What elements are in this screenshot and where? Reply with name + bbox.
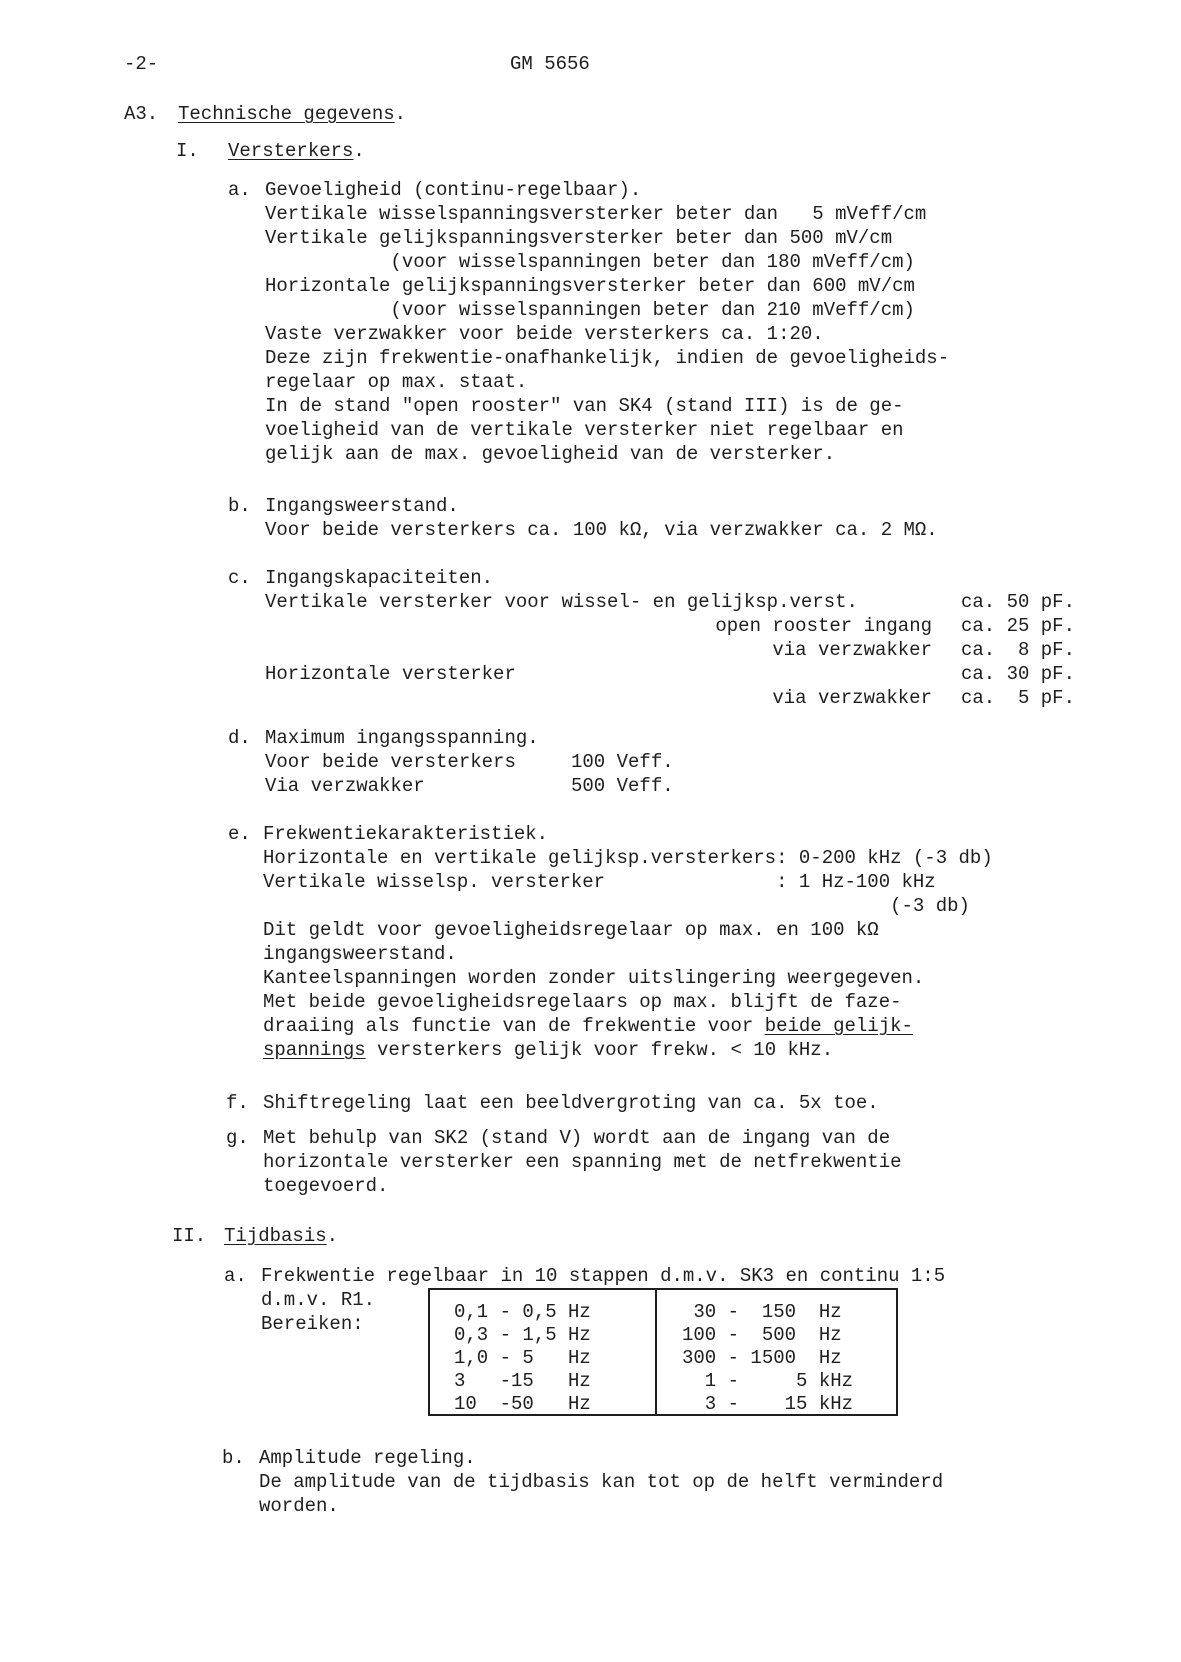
- underlined-text: spannings: [263, 1039, 366, 1061]
- model-number: GM 5656: [510, 53, 590, 75]
- text-line: Horizontale gelijkspanningsversterker beter dan 600 mV/cm: [265, 275, 915, 297]
- text-line: (voor wisselspanningen beter dan 210 mVeff/cm): [265, 299, 915, 321]
- range-cell: 0,1 - 0,5 Hz: [454, 1301, 591, 1323]
- section-title-text: Technische gegevens: [178, 103, 395, 125]
- part1-title: Versterkers.: [228, 140, 365, 162]
- max-voltage-list: [265, 750, 705, 798]
- text-line: voeligheid van de vertikale versterker niet regelbaar en: [265, 419, 904, 441]
- text-line: toegevoerd.: [263, 1175, 389, 1197]
- part1-title-text: Versterkers: [228, 140, 354, 162]
- text-line: Kanteelspanningen worden zonder uitslingering weergegeven.: [263, 967, 925, 989]
- text-line: Met behulp van SK2 (stand V) wordt aan de ingang van de: [263, 1127, 891, 1149]
- text-line: (voor wisselspanningen beter dan 180 mVeff/cm): [265, 251, 915, 273]
- capacitance-label: via verzwakker: [772, 639, 932, 661]
- max-voltage-value: 100 Veff.: [571, 751, 674, 773]
- item-b-body: Voor beide versterkers ca. 100 kΩ, via verzwakker ca. 2 MΩ.: [265, 519, 938, 541]
- capacitance-label: open rooster ingang: [715, 615, 932, 637]
- item-2b-letter: b.: [222, 1447, 245, 1469]
- capacitance-value: ca. 30 pF.: [960, 663, 1075, 685]
- underlined-text: beide gelijk-: [764, 1015, 913, 1037]
- item-e-body: [263, 846, 993, 1062]
- item-a-letter: a.: [228, 179, 251, 201]
- text-line: d.m.v. R1.: [261, 1289, 376, 1311]
- max-voltage-value: 500 Veff.: [571, 775, 674, 797]
- item-f-letter: f.: [226, 1092, 249, 1114]
- text-run: versterkers gelijk voor frekw. < 10 kHz.: [365, 1039, 834, 1061]
- text-line: Horizontale en vertikale gelijksp.versterkers: 0-200 kHz (-3 db): [263, 847, 993, 869]
- table-divider: [655, 1290, 657, 1414]
- text-line: Vaste verzwakker voor beide versterkers ca. 1:20.: [265, 323, 824, 345]
- range-cell: 3 - 15 kHz: [682, 1393, 854, 1415]
- item-c-letter: c.: [228, 567, 251, 589]
- part1-number: I.: [176, 140, 199, 162]
- text-line: [263, 1014, 993, 1038]
- max-voltage-row: [265, 774, 705, 798]
- text-line: [263, 1038, 993, 1062]
- max-voltage-row: [265, 750, 705, 774]
- capacitance-value: ca. 5 pF.: [960, 687, 1075, 709]
- item-b-title: Ingangsweerstand.: [265, 495, 459, 517]
- range-cell: 300 - 1500 Hz: [682, 1347, 842, 1369]
- item-g-body: [263, 1126, 902, 1198]
- text-line: gelijk aan de max. gevoeligheid van de versterker.: [265, 443, 836, 465]
- item-e-title: Frekwentiekarakteristiek.: [263, 823, 549, 845]
- capacitance-row: [265, 638, 1075, 662]
- text-line: Vertikale wisselspanningsversterker beter dan 5 mVeff/cm: [265, 203, 927, 225]
- capacitance-row: [265, 662, 1075, 686]
- part2-title: Tijdbasis.: [224, 1225, 339, 1247]
- ranges-left-column: [454, 1300, 591, 1415]
- item-2b-body: [259, 1470, 943, 1518]
- section-number: A3.: [124, 103, 159, 125]
- section-title: Technische gegevens.: [178, 103, 407, 125]
- item-2b-title: Amplitude regeling.: [259, 1447, 476, 1469]
- capacitance-row: [265, 686, 1075, 710]
- ranges-right-column: [682, 1300, 853, 1415]
- item-c-title: Ingangskapaciteiten.: [265, 567, 494, 589]
- text-line: ingangsweerstand.: [263, 943, 457, 965]
- item-e-letter: e.: [228, 823, 251, 845]
- text-line: Deze zijn frekwentie-onafhankelijk, indien de gevoeligheids-: [265, 347, 950, 369]
- range-cell: 3 -15 Hz: [454, 1370, 591, 1392]
- ranges-table: [428, 1288, 898, 1416]
- text-run: draaiing als functie van de frekwentie voor: [263, 1015, 765, 1037]
- item-d-letter: d.: [228, 727, 251, 749]
- capacitance-label: via verzwakker: [772, 687, 932, 709]
- text-line: regelaar op max. staat.: [265, 371, 528, 393]
- text-line: worden.: [259, 1495, 339, 1517]
- text-line: Vertikale wisselsp. versterker : 1 Hz-100 kHz: [263, 871, 936, 893]
- capacitance-list: [265, 590, 1075, 710]
- text-line: Dit geldt voor gevoeligheidsregelaar op max. en 100 kΩ: [263, 919, 879, 941]
- text-line: De amplitude van de tijdbasis kan tot op de helft verminderd: [259, 1471, 944, 1493]
- capacitance-value: ca. 8 pF.: [960, 639, 1075, 661]
- range-cell: 1,0 - 5 Hz: [454, 1347, 591, 1369]
- range-cell: 100 - 500 Hz: [682, 1324, 842, 1346]
- item-a-title: Gevoeligheid (continu-regelbaar).: [265, 179, 642, 201]
- capacitance-value: ca. 50 pF.: [960, 591, 1075, 613]
- capacitance-label: Vertikale versterker voor wissel- en gelijksp.verst.: [265, 591, 858, 613]
- text-line: Vertikale gelijkspanningsversterker beter dan 500 mV/cm: [265, 227, 893, 249]
- range-cell: 0,3 - 1,5 Hz: [454, 1324, 591, 1346]
- text-line: (-3 db): [263, 895, 970, 917]
- text-line: In de stand "open rooster" van SK4 (stand III) is de ge-: [265, 395, 904, 417]
- ranges-label: Bereiken:: [261, 1313, 364, 1335]
- text-line: Met beide gevoeligheidsregelaars op max. blijft de faze-: [263, 991, 902, 1013]
- max-voltage-label: Voor beide versterkers: [265, 751, 516, 773]
- text-line: Frekwentie regelbaar in 10 stappen d.m.v. SK3 en continu 1:5: [261, 1265, 946, 1287]
- item-b-letter: b.: [228, 495, 251, 517]
- item-d-title: Maximum ingangsspanning.: [265, 727, 539, 749]
- part2-title-text: Tijdbasis: [224, 1225, 327, 1247]
- range-cell: 10 -50 Hz: [454, 1393, 591, 1415]
- text-line: horizontale versterker een spanning met de netfrekwentie: [263, 1151, 902, 1173]
- item-a-body: [265, 202, 949, 466]
- capacitance-value: ca. 25 pF.: [960, 615, 1075, 637]
- capacitance-row: [265, 590, 1075, 614]
- range-cell: 30 - 150 Hz: [682, 1301, 842, 1323]
- item-2a-letter: a.: [224, 1265, 247, 1287]
- range-cell: 1 - 5 kHz: [682, 1370, 854, 1392]
- item-f-text: Shiftregeling laat een beeldvergroting van ca. 5x toe.: [263, 1092, 879, 1114]
- part2-number: II.: [172, 1225, 207, 1247]
- page-number: -2-: [124, 53, 159, 75]
- capacitance-row: [265, 614, 1075, 638]
- item-g-letter: g.: [226, 1127, 249, 1149]
- capacitance-label: Horizontale versterker: [265, 663, 516, 685]
- max-voltage-label: Via verzwakker: [265, 775, 425, 797]
